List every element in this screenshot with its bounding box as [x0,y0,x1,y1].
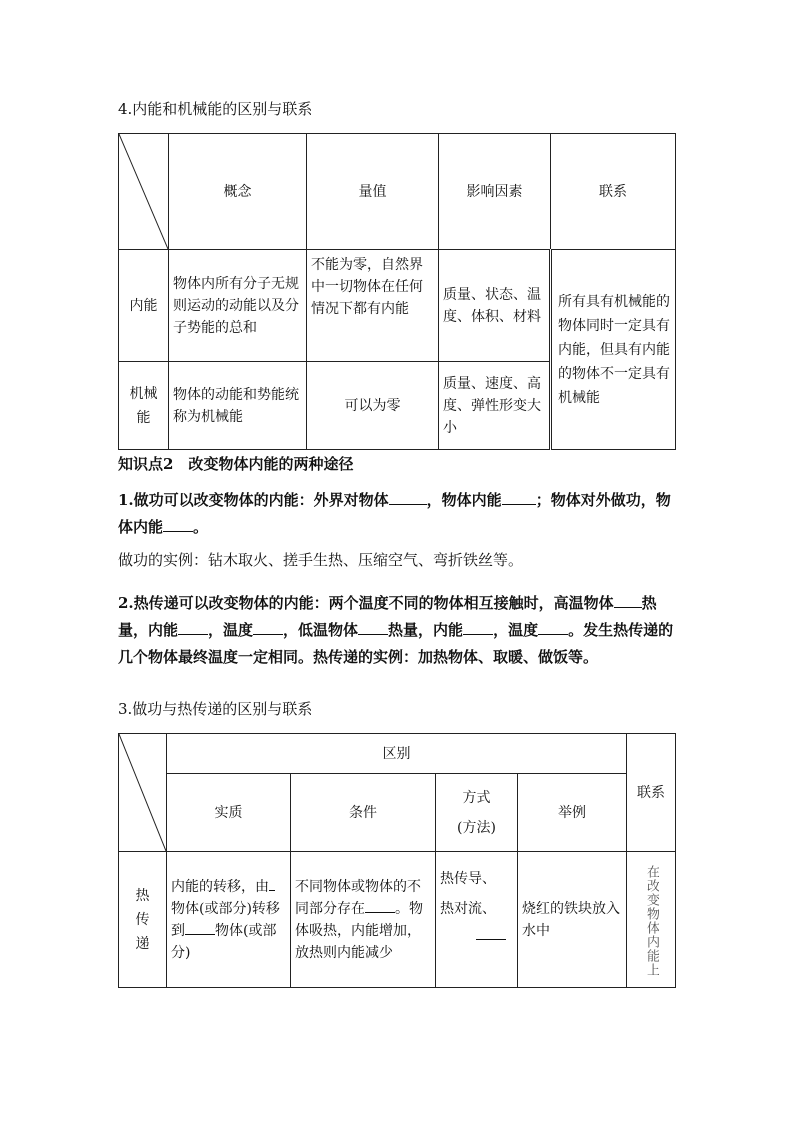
blank-4 [614,593,642,608]
blank-8 [463,620,493,635]
header-essence: 实质 [167,774,291,852]
header-factors: 影响因素 [439,134,551,250]
header-condition: 条件 [291,774,436,852]
paragraph-work [118,487,678,541]
p1-text-b: ，物体内能 [426,491,502,509]
blank-5 [178,620,208,635]
method-text-a: 热传导、 [440,871,496,887]
relation-vertical-text: 在改变物体内能上 [644,865,659,977]
row-label-mechanical-energy: 机械能 [119,362,169,450]
paragraph-work-examples: 做功的实例：钻木取火、搓手生热、压缩空气、弯折铁丝等。 [118,551,524,569]
knowledge2-heading: 知识点2 改变物体内能的两种途径 [118,455,354,473]
diagonal-header-cell [119,134,169,250]
section4-title: 4.内能和机械能的区别与联系 [118,100,313,118]
diagonal-line-icon [119,134,168,249]
essence-text-c: 物体(或部分) [171,922,277,961]
header-method [436,774,518,852]
p3-text-f: ，温度 [493,621,539,639]
condition-text-b: 。物体吸热，内能增加，放热则内能减少 [295,900,423,961]
condition-text-a: 不同物体或物体的不同部分存在 [295,878,421,917]
row-label-heat-transfer: 热传递 [119,852,167,988]
header-quantity: 量值 [307,134,439,250]
internal-energy-quantity: 不能为零，自然界中一切物体在任何情况下都有内能 [307,250,439,362]
diagonal-line-icon [119,734,166,851]
header-relation-2: 联系 [627,734,676,852]
heat-transfer-essence [167,852,291,988]
p1-text-c: ；物体对外做功，物体内能 [118,491,671,536]
row-label-internal-energy: 内能 [119,250,169,362]
blank-3 [163,517,193,532]
header-example: 举例 [518,774,627,852]
mechanical-energy-factors: 质量、速度、高度、弹性形变大小 [439,362,551,450]
p3-text-d: ，低温物体 [283,621,359,639]
blank-10 [269,876,275,891]
blank-11 [185,920,215,935]
blank-7 [358,620,388,635]
p3-text-b: 热量，内能 [118,594,657,639]
energy-comparison-table [118,133,676,450]
p3-text-a: 2.热传递可以改变物体的内能：两个温度不同的物体相互接触时，高温物体 [118,594,614,612]
paragraph-heat-transfer [118,590,684,671]
blank-9 [538,620,568,635]
blank-12 [365,898,395,913]
blank-6 [253,620,283,635]
mechanical-energy-quantity: 可以为零 [307,362,439,450]
mechanical-energy-concept: 物体的动能和势能统称为机械能 [169,362,307,450]
method-text-b: 热对流、 [440,901,496,917]
section3-title: 3.做功与热传递的区别与联系 [118,700,313,718]
p1-text-d: 。 [193,518,209,536]
blank-1 [389,490,427,505]
header-difference: 区别 [167,734,627,774]
header-method-line2: (方法) [457,819,496,836]
essence-text-a: 内能的转移，由 [171,878,269,895]
heat-transfer-condition [291,852,436,988]
work-heat-comparison-table [118,733,676,988]
header-concept: 概念 [169,134,307,250]
heat-transfer-example: 烧红的铁块放入水中 [518,852,627,988]
p3-text-c: ，温度 [208,621,254,639]
relation-cell-2 [627,852,676,988]
heat-transfer-method [436,852,518,988]
p3-text-g: 。发生热传递的几个物体最终温度一定相同。热传递的实例：加热物体、取暖、做饭等。 [118,621,674,666]
essence-text-b: 物体(或部分)转移到 [171,900,280,939]
p1-text-a: 1.做功可以改变物体的内能：外界对物体 [118,491,389,509]
header-relation: 联系 [551,134,676,250]
header-method-line1: 方式 [462,789,491,806]
blank-2 [502,490,536,505]
p3-text-e: 热量，内能 [388,621,464,639]
blank-13 [476,938,506,940]
internal-energy-concept: 物体内所有分子无规则运动的动能以及分子势能的总和 [169,250,307,362]
relation-cell: 所有具有机械能的物体同时一定具有内能，但具有内能的物体不一定具有机械能 [551,250,676,450]
diagonal-header-cell-2 [119,734,167,852]
internal-energy-factors: 质量、状态、温度、体积、材料 [439,250,551,362]
